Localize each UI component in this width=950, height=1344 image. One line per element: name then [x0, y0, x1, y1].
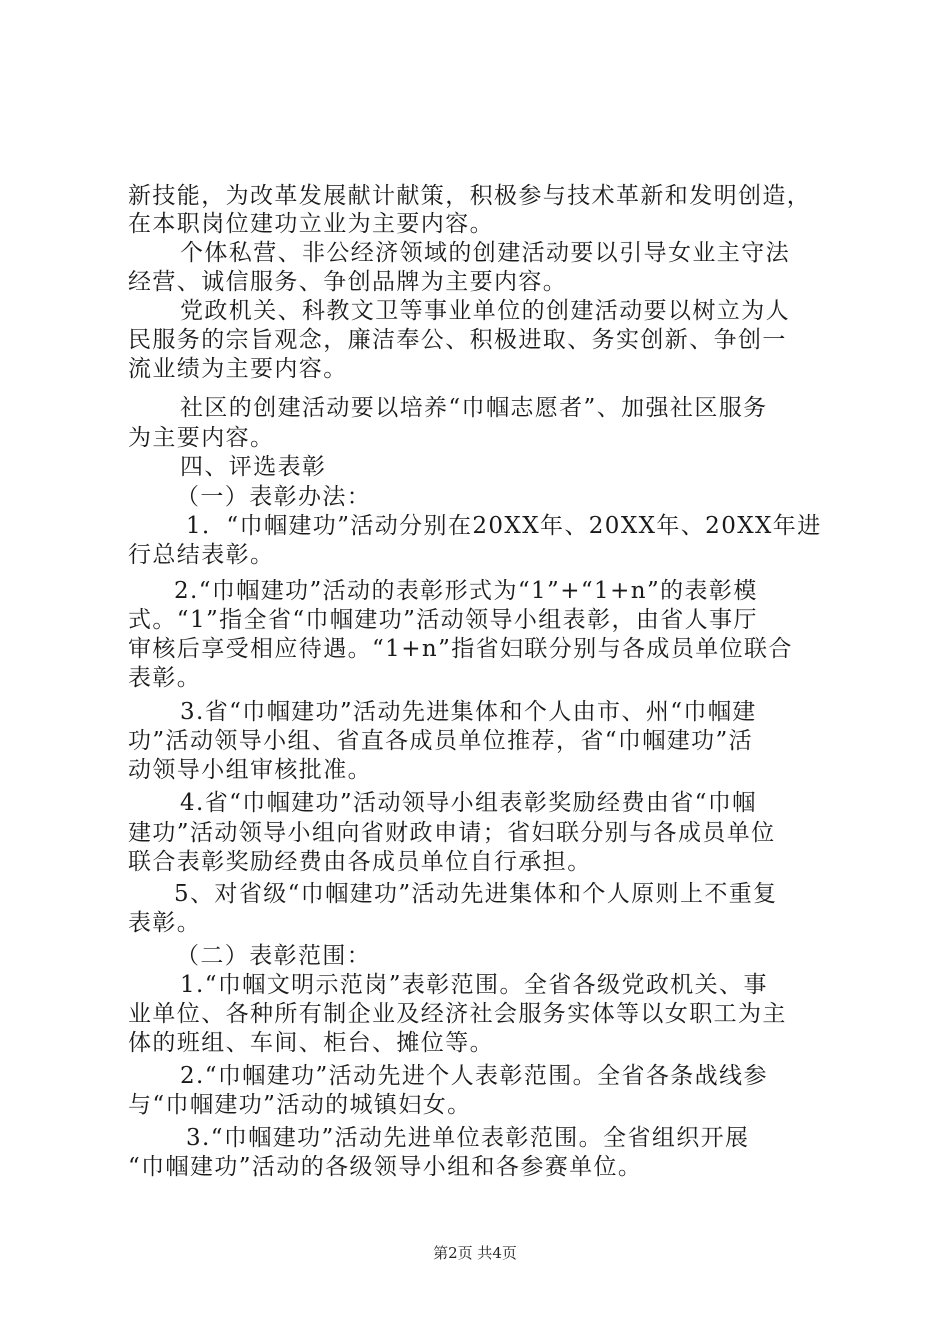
body-line: “巾帼建功”活动的各级领导小组和各参赛单位。: [128, 1154, 643, 1180]
body-line: 民服务的宗旨观念，廉洁奉公、积极进取、务实创新、争创一: [128, 327, 787, 353]
body-line: 行总结表彰。: [128, 542, 275, 568]
body-line: 式。“1”指全省“巾帼建功”活动领导小组表彰，由省人事厅: [128, 607, 758, 633]
body-line: 在本职岗位建功立业为主要内容。: [128, 211, 494, 237]
page-number-footer: 第2页 共4页: [433, 1244, 517, 1262]
body-line: 4.省“巾帼建功”活动领导小组表彰奖励经费由省“巾帼: [180, 790, 757, 816]
subsection-heading: （一）表彰办法：: [176, 484, 372, 510]
body-line: 联合表彰奖励经费由各成员单位自行承担。: [128, 849, 592, 875]
body-line: 3.省“巾帼建功”活动先进集体和个人由市、州“巾帼建: [180, 699, 757, 725]
body-line: 1．“巾帼建功”活动分别在20XX年、20XX年、20XX年进: [186, 513, 822, 539]
body-line: 业单位、各种所有制企业及经济社会服务实体等以女职工为主: [128, 1001, 787, 1027]
body-line: 经营、诚信服务、争创品牌为主要内容。: [128, 269, 568, 295]
body-line: 动领导小组审核批准。: [128, 757, 372, 783]
body-line: 功”活动领导小组、省直各成员单位推荐，省“巾帼建功”活: [128, 728, 754, 754]
body-line: 审核后享受相应待遇。“1+n”指省妇联分别与各成员单位联合: [128, 636, 793, 662]
body-line: 表彰。: [128, 665, 202, 691]
body-line: 社区的创建活动要以培养“巾帼志愿者”、加强社区服务: [180, 395, 768, 421]
body-line: 2.“巾帼建功”活动先进个人表彰范围。全省各条战线参: [180, 1063, 768, 1089]
body-line: 流业绩为主要内容。: [128, 356, 348, 382]
body-line: 个体私营、非公经济领域的创建活动要以引导女业主守法: [180, 240, 790, 266]
body-line: 与“巾帼建功”活动的城镇妇女。: [128, 1092, 472, 1118]
body-line: 新技能，为改革发展献计献策，积极参与技术革新和发明创造，: [128, 183, 812, 209]
body-line: 5、对省级“巾帼建功”活动先进集体和个人原则上不重复: [174, 881, 778, 907]
body-line: 为主要内容。: [128, 425, 275, 451]
body-line: 党政机关、科教文卫等事业单位的创建活动要以树立为人: [180, 298, 790, 324]
body-line: 3.“巾帼建功”活动先进单位表彰范围。全省组织开展: [186, 1125, 750, 1151]
body-line: 体的班组、车间、柜台、摊位等。: [128, 1030, 494, 1056]
section-heading: 四、评选表彰: [180, 454, 327, 480]
body-line: 2.“巾帼建功”活动的表彰形式为“1”+“1+n”的表彰模: [174, 578, 758, 604]
body-line: 1.“巾帼文明示范岗”表彰范围。全省各级党政机关、事: [180, 972, 768, 998]
body-line: 表彰。: [128, 910, 202, 936]
body-line: 建功”活动领导小组向省财政申请；省妇联分别与各成员单位: [128, 820, 776, 846]
subsection-heading: （二）表彰范围：: [176, 943, 372, 969]
